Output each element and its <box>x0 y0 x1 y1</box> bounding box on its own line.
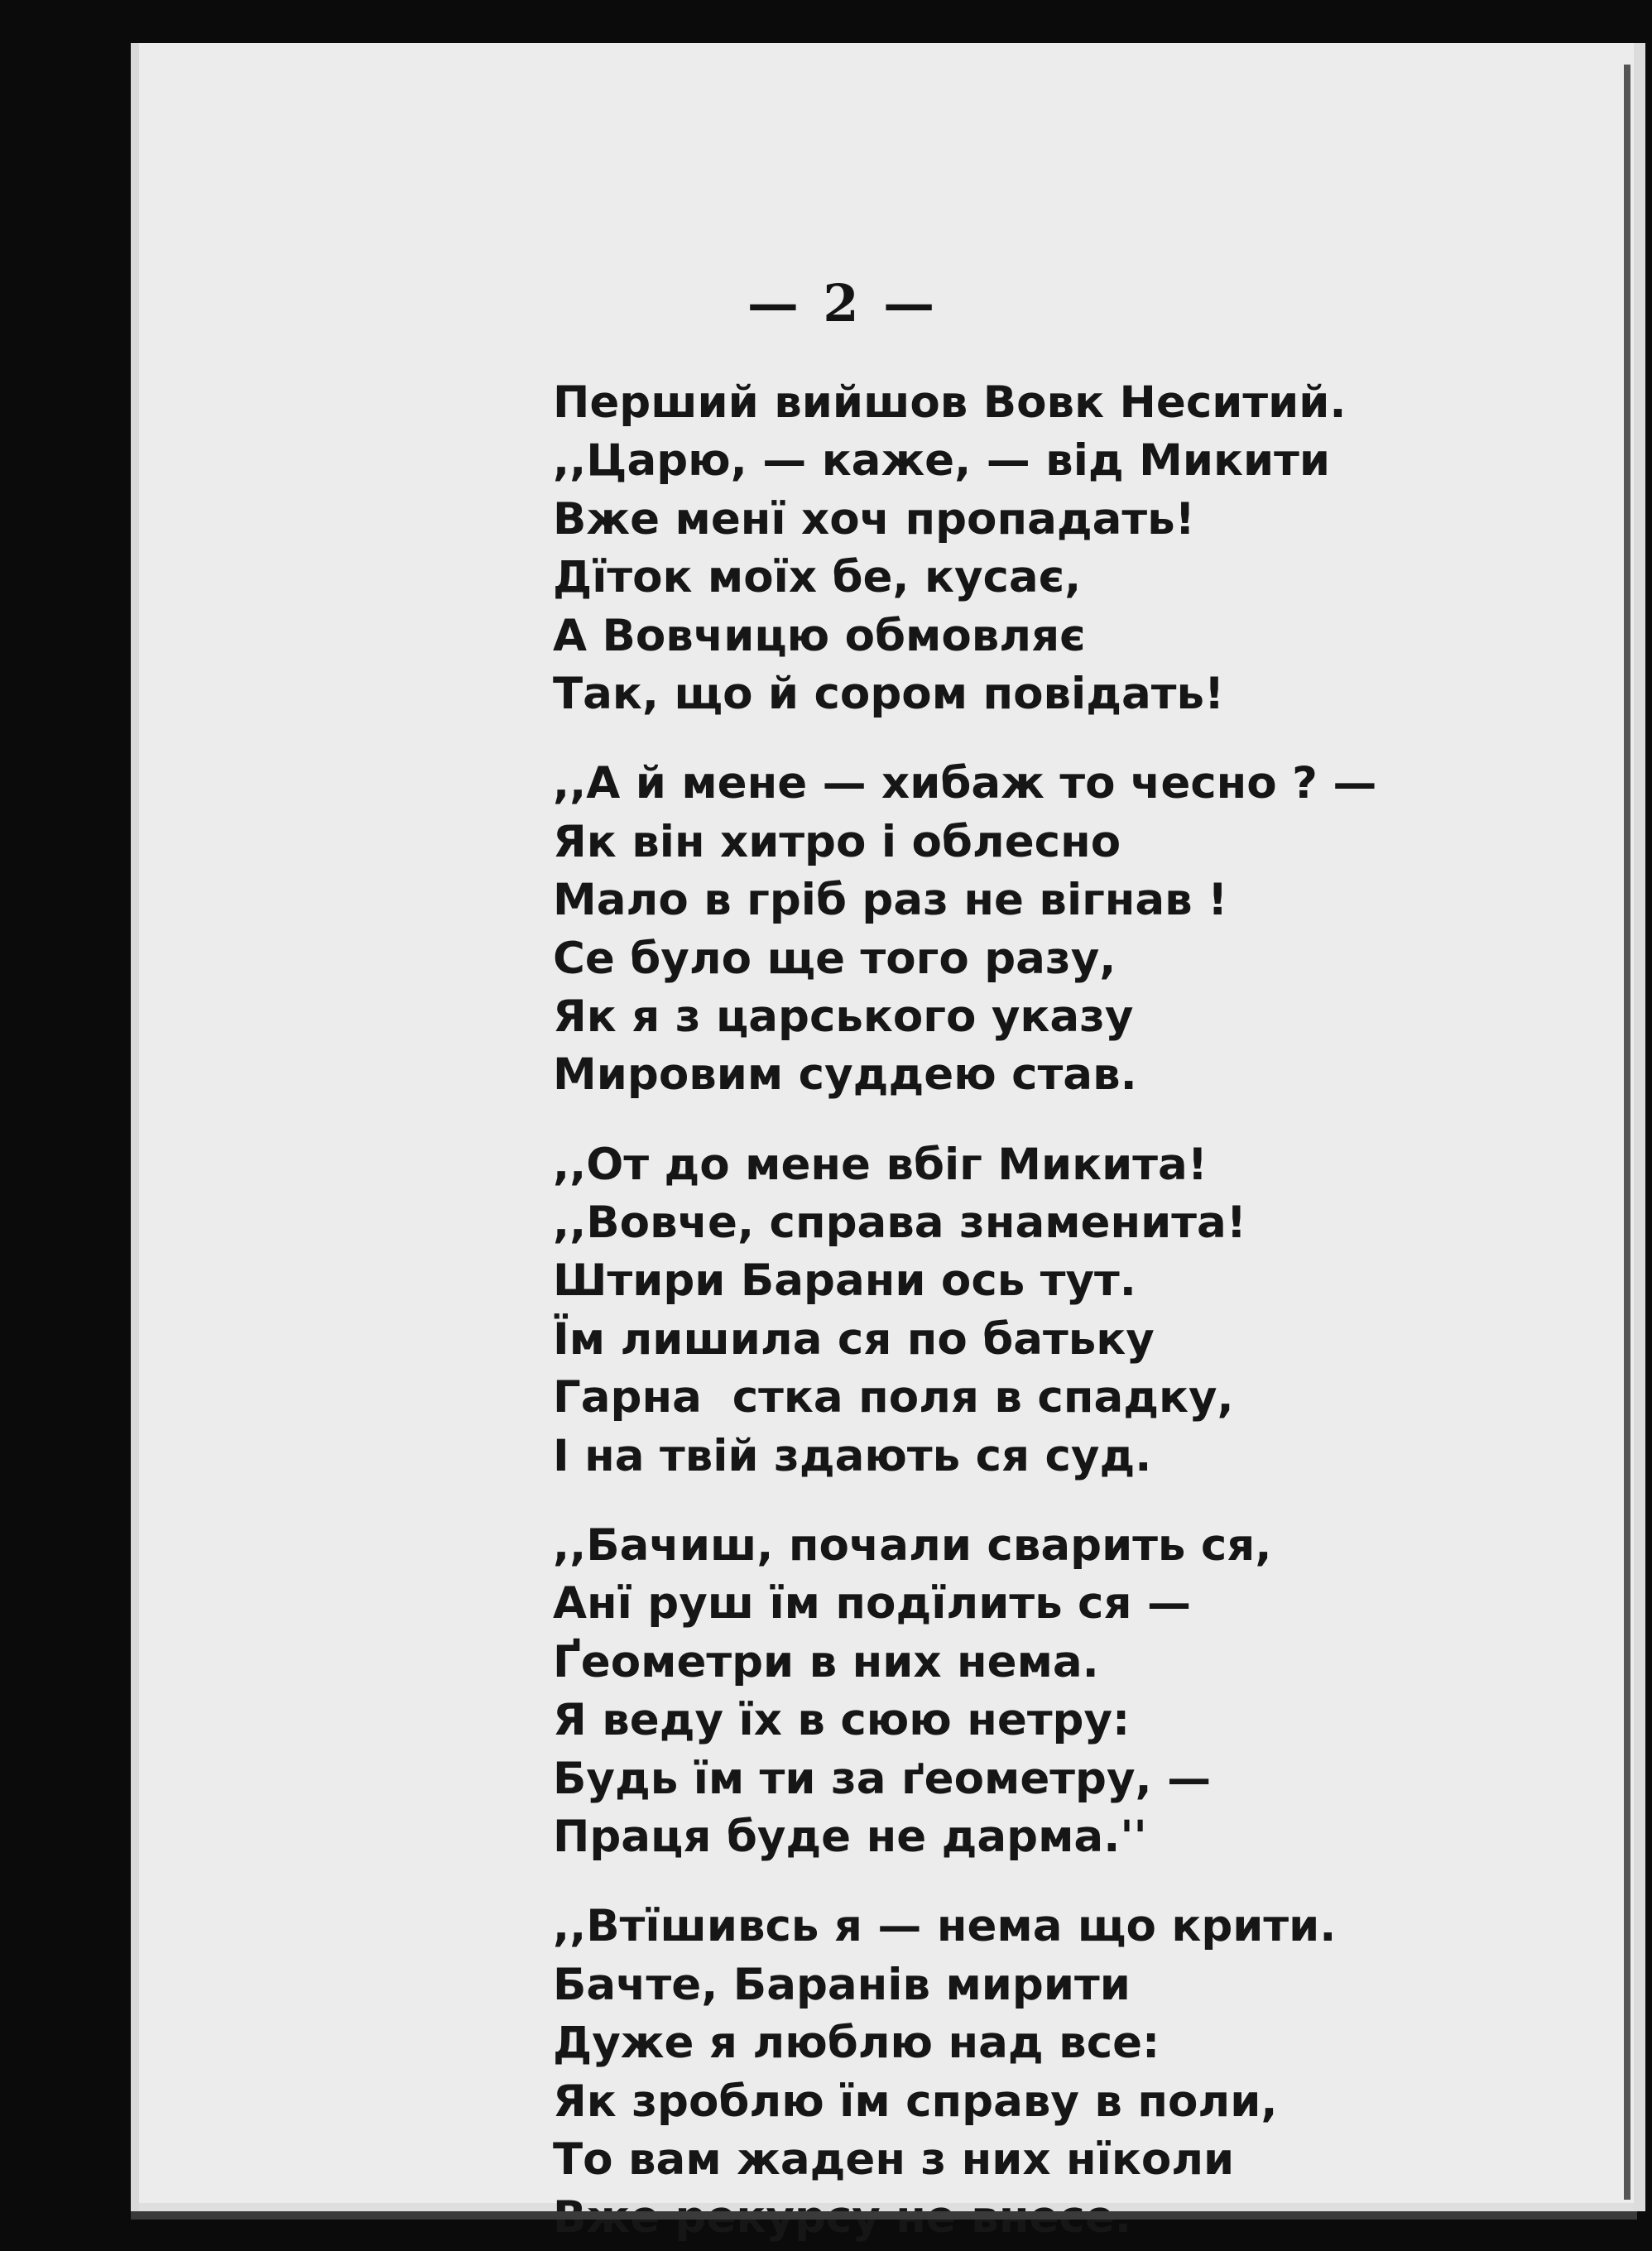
poem-line: Мировим суддею став. <box>553 1049 1137 1101</box>
poem-line: ,,Царю, — каже, — від Микити <box>553 435 1330 487</box>
poem-line: Як зроблю їм справу в поли, <box>553 2076 1278 2127</box>
page-edge-shadow <box>1624 65 1630 2200</box>
poem-text <box>553 374 1629 2251</box>
poem-line: ,,От до мене вбіг Микита! <box>553 1139 1208 1190</box>
poem-line: Перший вийшов Вовк Неситий. <box>553 377 1347 428</box>
poem-line: ,,Втїшивсь я — нема що крити. <box>553 1901 1337 1952</box>
poem-line: ,,Вовче, справа знаменита! <box>553 1197 1246 1249</box>
stanza-4 <box>553 1517 1629 1866</box>
stanza-5 <box>553 1898 1629 2247</box>
stanza-3 <box>553 1136 1629 1485</box>
poem-line: Як він хитро і облесно <box>553 816 1121 867</box>
poem-line: Як я з царського указу <box>553 991 1134 1042</box>
poem-line: Мало в гріб раз не вігнав ! <box>553 875 1228 926</box>
stanza-2 <box>553 755 1629 1104</box>
poem-line: Будь їм ти за ґеометру, — <box>553 1753 1212 1804</box>
poem-line: ,,А й мене — хибаж то чесно ? — <box>553 758 1377 809</box>
page-bottom-shadow <box>131 2211 1637 2220</box>
poem-line: Штири Барани ось тут. <box>553 1255 1136 1307</box>
page-number: — 2 — <box>747 273 939 334</box>
poem-line: Праця буде не дарма.'' <box>553 1811 1147 1862</box>
poem-line: Так, що й сором повідать! <box>553 668 1225 719</box>
stanza-1 <box>553 374 1629 723</box>
poem-line: Ґеометри в них нема. <box>553 1636 1099 1687</box>
poem-line: Їм лишила ся по батьку <box>553 1313 1155 1365</box>
poem-line: І на твій здають ся суд. <box>553 1430 1152 1481</box>
poem-line: А Вовчицю обмовляє <box>553 610 1086 661</box>
poem-line: Гарна стка поля в спадку, <box>553 1372 1234 1423</box>
book-page <box>131 43 1645 2211</box>
poem-line: Дуже я люблю над все: <box>553 2018 1160 2069</box>
poem-line: То вам жаден з них нїколи <box>553 2133 1235 2185</box>
poem-line: Дїток моїх бе, кусає, <box>553 552 1082 603</box>
poem-line: Вже менї хоч пропадать! <box>553 493 1195 545</box>
poem-line: Се було ще того разу, <box>553 933 1117 984</box>
poem-line: ,,Бачиш, почали сварить ся, <box>553 1520 1272 1572</box>
poem-line: Бачте, Баранів мирити <box>553 1959 1131 2010</box>
poem-line: Анї руш їм подїлить ся — <box>553 1578 1191 1629</box>
poem-line: Я веду їх в сюю нетру: <box>553 1695 1131 1746</box>
